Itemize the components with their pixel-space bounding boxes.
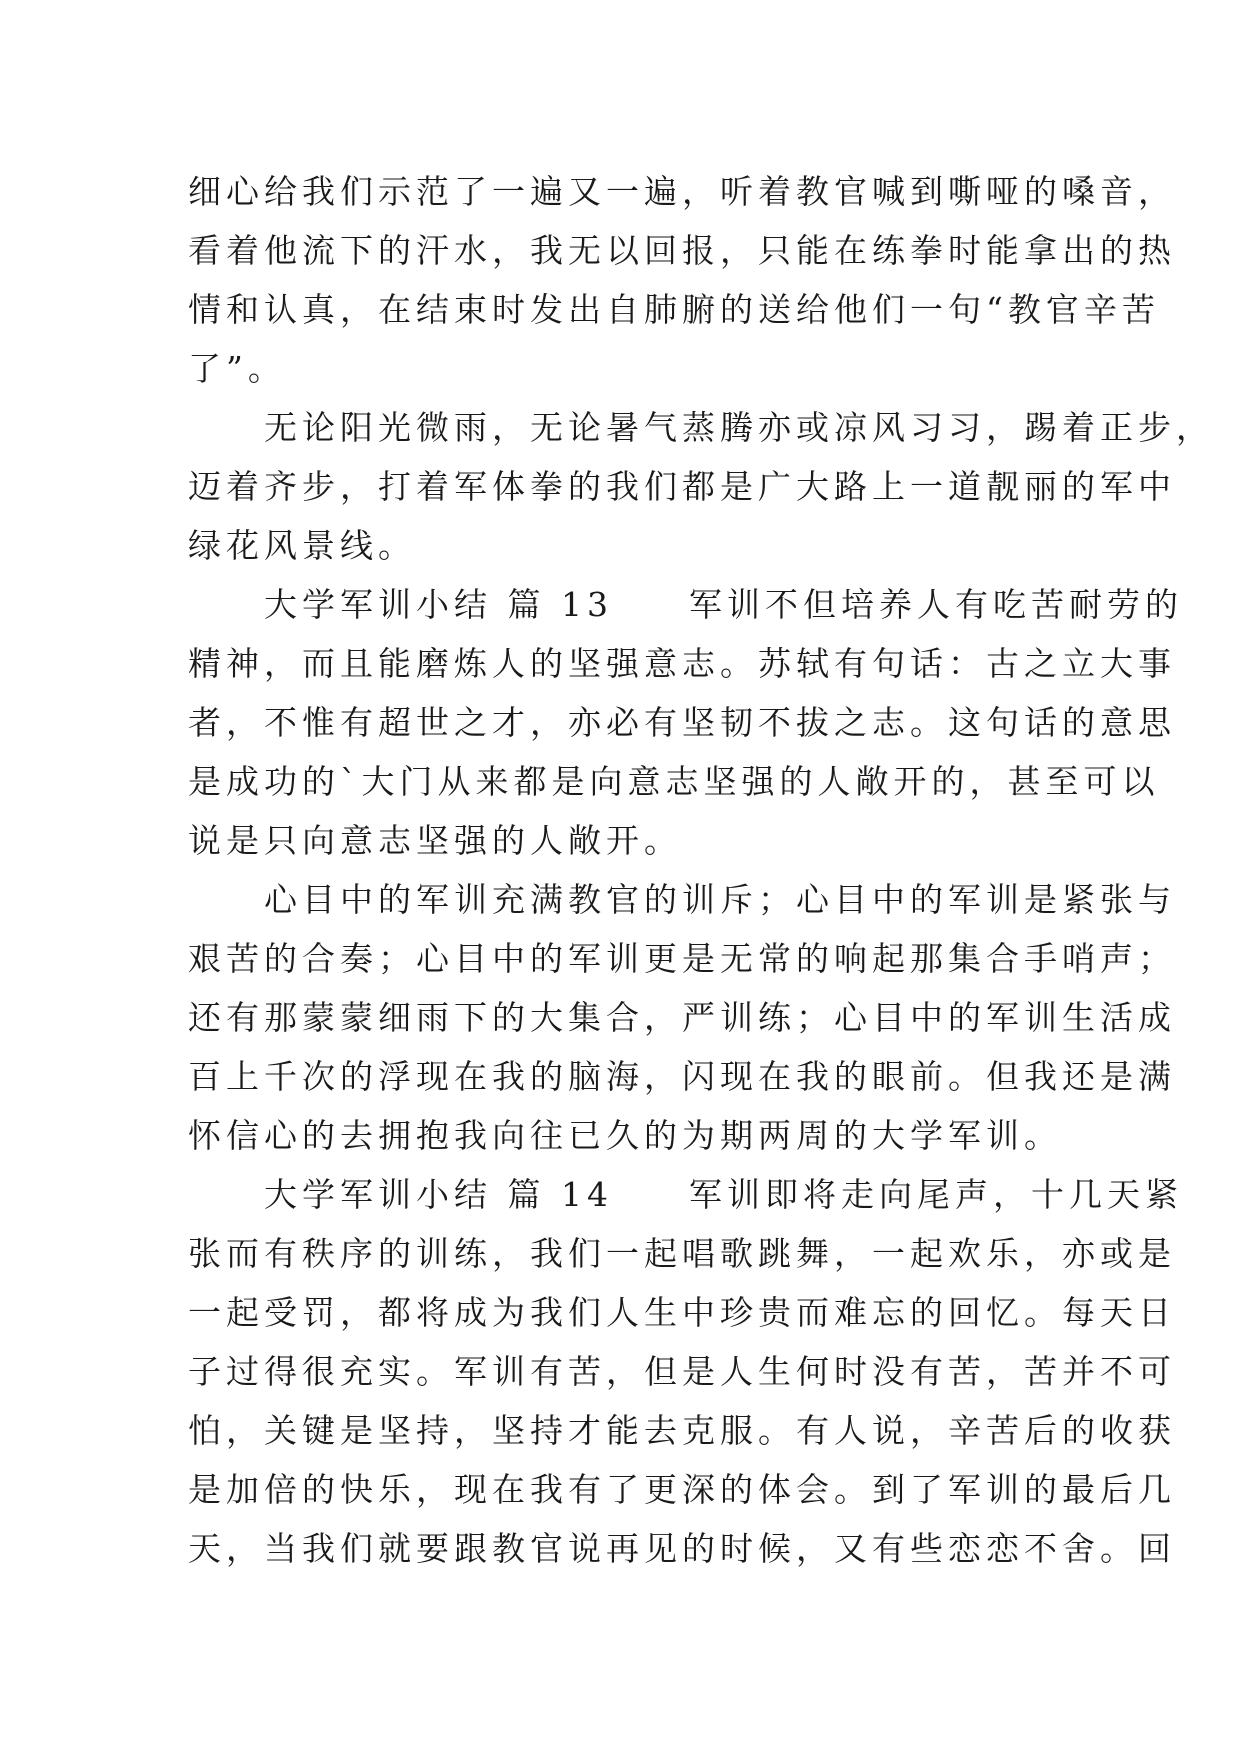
text-line: 张而有秩序的训练，我们一起唱歌跳舞，一起欢乐，亦或是	[188, 1234, 1176, 1273]
section-heading-line: 大学军训小结 篇 13 军训不但培养人有吃苦耐劳的	[188, 585, 1183, 624]
section-heading-line: 大学军训小结 篇 14 军训即将走向尾声，十几天紧	[188, 1175, 1183, 1214]
text-line: 迈着齐步，打着军体拳的我们都是广大路上一道靓丽的军中	[188, 467, 1176, 506]
text-line: 者，不惟有超世之才，亦必有坚韧不拔之志。这句话的意思	[188, 703, 1176, 742]
text-line: 子过得很充实。军训有苦，但是人生何时没有苦，苦并不可	[188, 1352, 1176, 1391]
document-body	[188, 162, 1214, 1578]
text-line: 细心给我们示范了一遍又一遍，听着教官喊到嘶哑的嗓音，	[188, 172, 1176, 211]
text-line: 天，当我们就要跟教官说再见的时候，又有些恋恋不舍。回	[188, 1529, 1176, 1568]
text-line: 还有那蒙蒙细雨下的大集合，严训练；心目中的军训生活成	[188, 998, 1176, 1037]
text-line: 情和认真，在结束时发出自肺腑的送给他们一句“教官辛苦	[188, 290, 1160, 329]
text-line: 心目中的军训充满教官的训斥；心目中的军训是紧张与	[188, 880, 1176, 919]
text-line: 怀信心的去拥抱我向往已久的为期两周的大学军训。	[188, 1116, 1062, 1155]
text-line: 是加倍的快乐，现在我有了更深的体会。到了军训的最后几	[188, 1470, 1176, 1509]
text-line: 怕，关键是坚持，坚持才能去克服。有人说，辛苦后的收获	[188, 1411, 1176, 1450]
text-line: 绿花风景线。	[188, 526, 416, 565]
text-line: 一起受罚，都将成为我们人生中珍贵而难忘的回忆。每天日	[188, 1293, 1176, 1332]
text-line: 百上千次的浮现在我的脑海，闪现在我的眼前。但我还是满	[188, 1057, 1176, 1096]
text-line: 无论阳光微雨，无论暑气蒸腾亦或凉风习习，踢着正步，	[188, 408, 1214, 447]
text-line: 艰苦的合奏；心目中的军训更是无常的响起那集合手哨声；	[188, 939, 1176, 978]
text-line: 精神，而且能磨炼人的坚强意志。苏轼有句话：古之立大事	[188, 644, 1176, 683]
text-line: 说是只向意志坚强的人敞开。	[188, 821, 682, 860]
text-line: 是成功的`大门从来都是向意志坚强的人敞开的，甚至可以	[188, 762, 1160, 801]
text-line: 了”。	[188, 349, 286, 388]
text-line: 看着他流下的汗水，我无以回报，只能在练拳时能拿出的热	[188, 231, 1176, 270]
